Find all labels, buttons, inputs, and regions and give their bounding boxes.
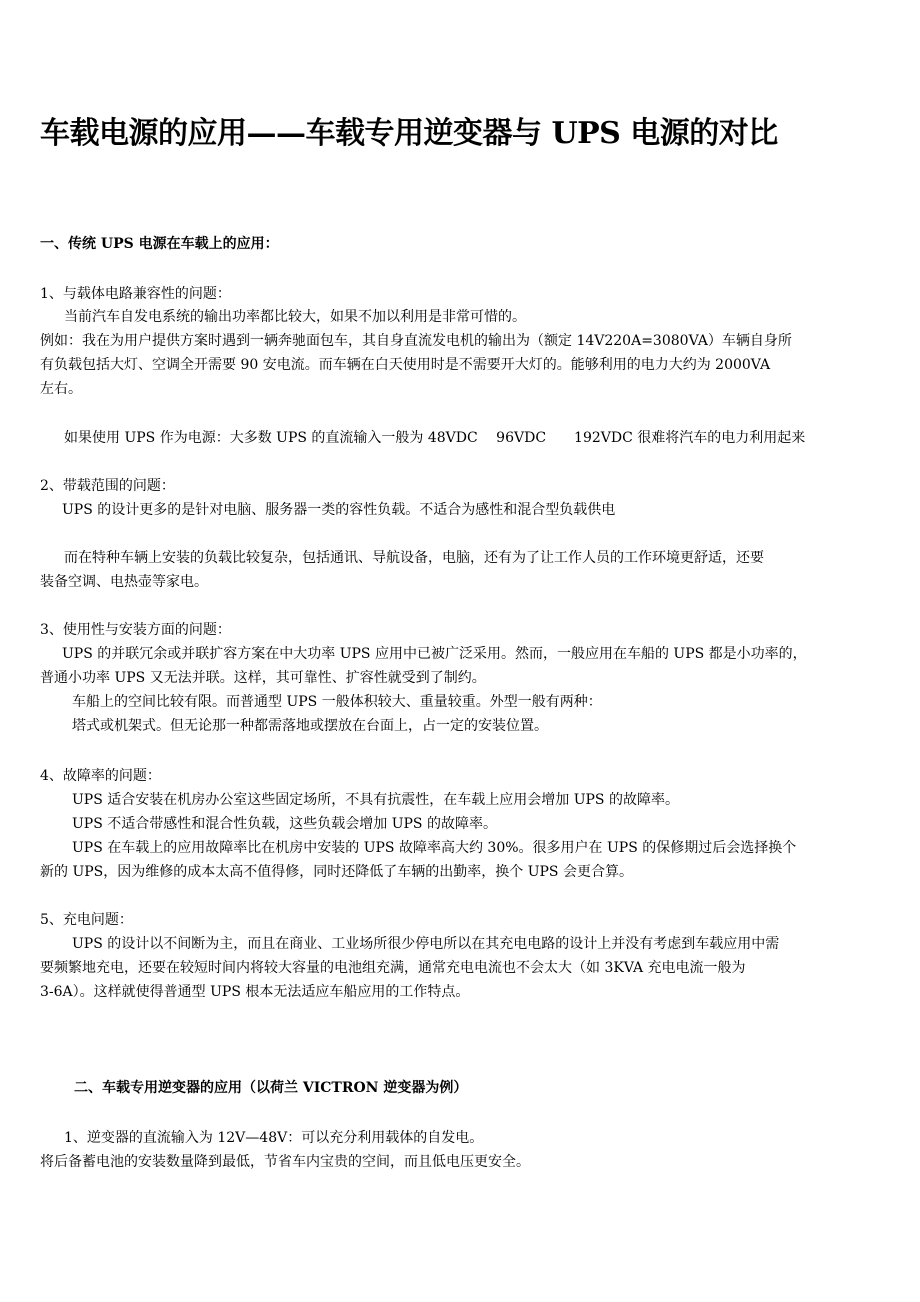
item-5-line-3: 3-6A）。这样就使得普通型 UPS 根本无法适应车船应用的工作特点。 (40, 984, 470, 1000)
item-1-line-5: 如果使用 UPS 作为电源：大多数 UPS 的直流输入一般为 48VDC 96VDC 192VDC 很难将汽车的电力利用起来 (64, 430, 806, 446)
item-1-heading: 1、与载体电路兼容性的问题： (40, 286, 231, 302)
section-2-line-2: 将后备蓄电池的安装数量降到最低，节省车内宝贵的空间，而且低电压更安全。 (40, 1154, 530, 1170)
item-5-line-1: UPS 的设计以不间断为主，而且在商业、工业场所很少停电所以在其充电电路的设计上并没有考虑到车载应用中需 (72, 936, 780, 952)
item-4-line-2: UPS 不适合带感性和混合性负载，这些负载会增加 UPS 的故障率。 (72, 816, 497, 832)
section-2-line-1: 1、逆变器的直流输入为 12V—48V：可以充分利用载体的自发电。 (64, 1130, 484, 1146)
item-3-line-4: 塔式或机架式。但无论那一种都需落地或摆放在台面上，占一定的安装位置。 (72, 718, 548, 734)
item-4-line-1: UPS 适合安装在机房办公室这些固定场所，不具有抗震性，在车载上应用会增加 UPS 的故障率。 (72, 792, 679, 808)
section-1-heading: 一、传统 UPS 电源在车载上的应用： (40, 236, 279, 252)
item-3-line-2: 普通小功率 UPS 又无法并联。这样，其可靠性、扩容性就受到了制约。 (40, 670, 486, 686)
section-2-heading: 二、车载专用逆变器的应用（以荷兰 VICTRON 逆变器为例） (74, 1080, 468, 1096)
item-1-line-1: 当前汽车自发电系统的输出功率都比较大，如果不加以利用是非常可惜的。 (64, 309, 526, 325)
item-2-line-1: UPS 的设计更多的是针对电脑、服务器一类的容性负载。不适合为感性和混合型负载供电 (62, 502, 616, 518)
item-3-line-1: UPS 的并联冗余或并联扩容方案在中大功率 UPS 应用中已被广泛采用。然而，一般应用在车船的 UPS 都是小功率的， (62, 646, 807, 662)
item-2-line-2: 而在特种车辆上安装的负载比较复杂，包括通讯、导航设备，电脑，还有为了让工作人员的工作环境更舒适，还要 (64, 550, 764, 566)
item-3-heading: 3、使用性与安装方面的问题： (40, 622, 231, 638)
item-1-line-4: 左右。 (40, 381, 82, 397)
document-title: 车载电源的应用——车载专用逆变器与 UPS 电源的对比 (40, 116, 778, 151)
item-4-line-3: UPS 在车载上的应用故障率比在机房中安装的 UPS 故障率高大约 30%。很多用户在 UPS 的保修期过后会选择换个 (72, 840, 797, 856)
item-5-heading: 5、充电问题： (40, 912, 133, 928)
item-5-line-2: 要频繁地充电，还要在较短时间内将较大容量的电池组充满，通常充电电流也不会太大（如 3KVA 充电电流一般为 (40, 960, 746, 976)
item-1-line-3: 有负载包括大灯、空调全开需要 90 安电流。而车辆在白天使用时是不需要开大灯的。能够利用的电力大约为 2000VA (40, 357, 771, 373)
item-2-line-3: 装备空调、电热壶等家电。 (40, 574, 208, 590)
item-4-line-4: 新的 UPS，因为维修的成本太高不值得修，同时还降低了车辆的出勤率，换个 UPS 会更合算。 (40, 864, 633, 880)
item-2-heading: 2、带载范围的问题： (40, 478, 175, 494)
item-3-line-3: 车船上的空间比较有限。而普通型 UPS 一般体积较大、重量较重。外型一般有两种： (72, 694, 602, 710)
item-1-line-2: 例如：我在为用户提供方案时遇到一辆奔驰面包车，其自身直流发电机的输出为（额定 14V220A=3080VA）车辆自身所 (40, 333, 792, 349)
item-4-heading: 4、故障率的问题： (40, 768, 161, 784)
